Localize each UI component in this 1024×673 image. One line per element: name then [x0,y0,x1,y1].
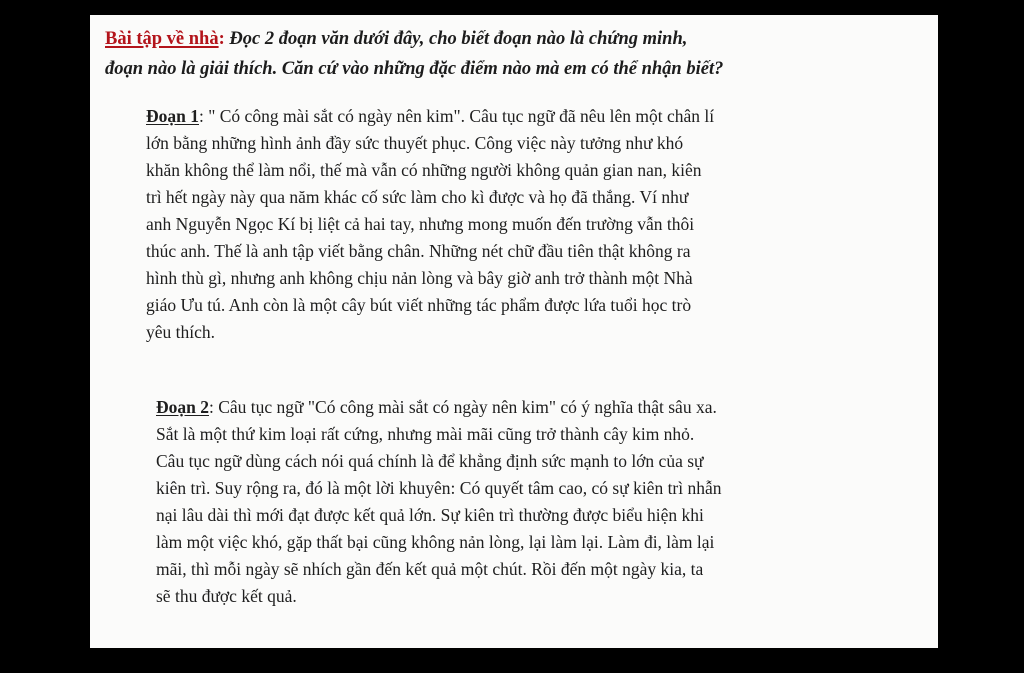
assignment-heading-line-1 [105,27,687,52]
assignment-title: Bài tập về nhà [105,29,219,49]
passage-1-line: khăn không thể làm nổi, thế mà vẫn có những người không quản gian nan, kiên [146,160,702,180]
passage-2-line: kiên trì. Suy rộng ra, đó là một lời khuyên: Có quyết tâm cao, có sự kiên trì nhẫn [156,478,722,498]
passage-1-line: anh Nguyễn Ngọc Kí bị liệt cả hai tay, nhưng mong muốn đến trường vẫn thôi [146,214,695,234]
passage-2-line: nại lâu dài thì mới đạt được kết quả lớn. Sự kiên trì thường được biểu hiện khi [156,505,704,525]
passage-1-line: trì hết ngày này qua năm khác cố sức làm cho kì được và họ đã thắng. Ví như [146,187,689,207]
assignment-instruction-part-2: đoạn nào là giải thích. Căn cứ vào những đặc điểm nào mà em có thể nhận biết? [105,59,724,79]
passage-2-line: sẽ thu được kết quả. [156,586,297,606]
passage-2-line: Đoạn 2: Câu tục ngữ "Có công mài sắt có ngày nên kim" có ý nghĩa thật sâu xa. [156,397,717,417]
passage-2-line: Sắt là một thứ kim loại rất cứng, nhưng mài mãi cũng trở thành cây kim nhỏ. [156,424,695,444]
passage-1-line: hình thù gì, nhưng anh không chịu nản lòng và bây giờ anh trở thành một Nhà [146,268,693,288]
assignment-instruction-part-1: Đọc 2 đoạn văn dưới đây, cho biết đoạn nào là chứng minh, [224,29,688,49]
assignment-title-colon: : [218,29,225,49]
passage-1-line: Đoạn 1: " Có công mài sắt có ngày nên kim". Câu tục ngữ đã nêu lên một chân lí [146,106,715,126]
passage-1-line: giáo Ưu tú. Anh còn là một cây bút viết những tác phẩm được lứa tuổi học trò [146,295,692,315]
passage-1-line: yêu thích. [146,322,216,342]
passage-2-line: làm một việc khó, gặp thất bại cũng không nản lòng, lại làm lại. Làm đi, làm lại [156,532,715,552]
document-page [90,15,938,648]
passage-1-line: lớn bằng những hình ảnh đầy sức thuyết phục. Công việc này tưởng như khó [146,133,684,153]
passage-2-label: Đoạn 2 [156,397,209,417]
passage-2-line: mãi, thì mỗi ngày sẽ nhích gần đến kết quả một chút. Rồi đến một ngày kia, ta [156,559,704,579]
passage-2-line: Câu tục ngữ dùng cách nói quá chính là để khẳng định sức mạnh to lớn của sự [156,451,704,471]
passage-1-line: thúc anh. Thế là anh tập viết bằng chân. Những nét chữ đầu tiên thật không ra [146,241,691,261]
passage-1-label: Đoạn 1 [146,106,199,126]
